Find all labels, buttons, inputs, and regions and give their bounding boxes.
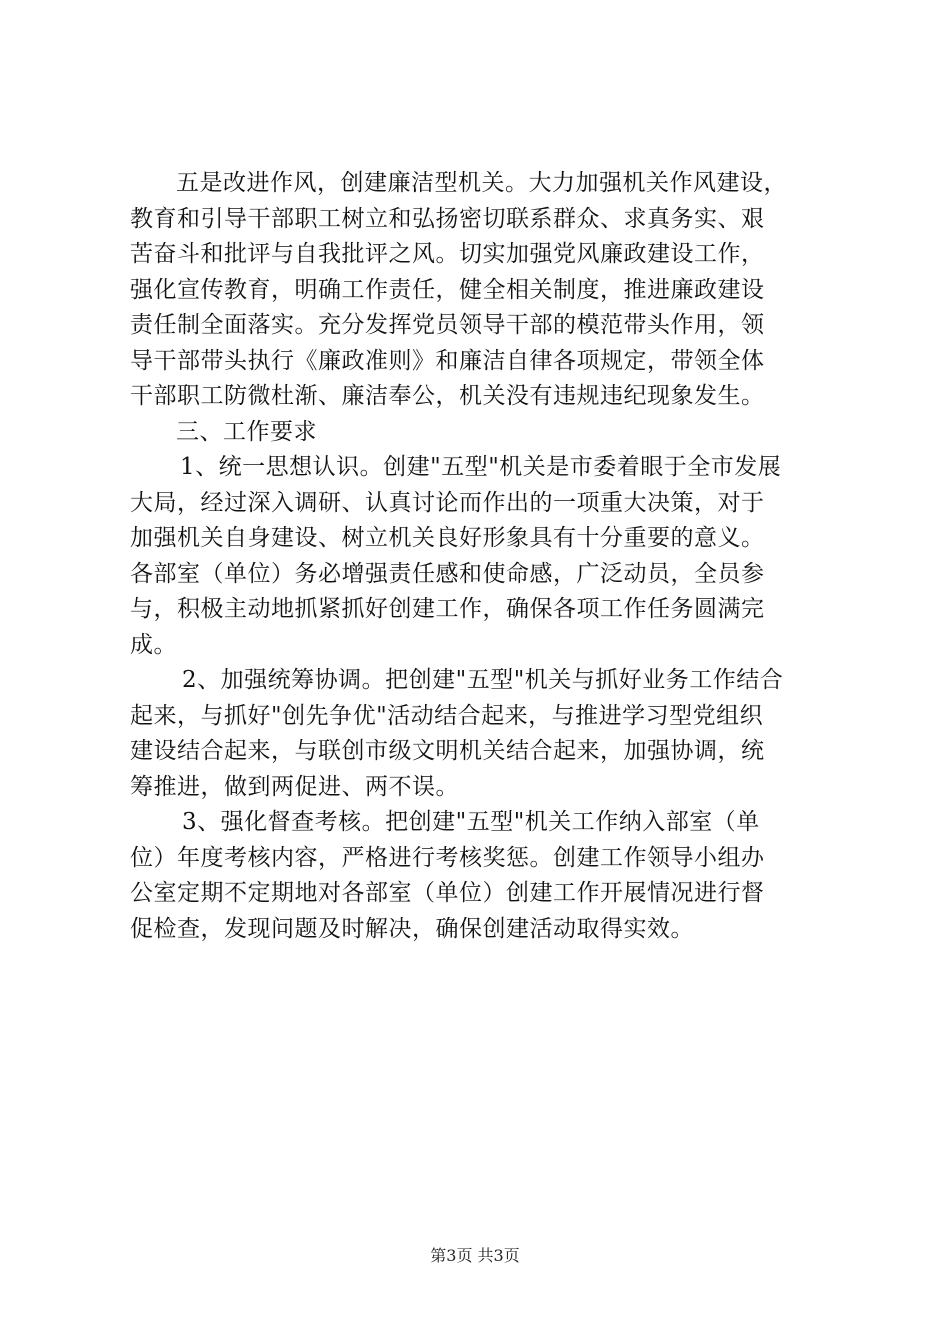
paragraph-requirement-1 — [130, 450, 830, 663]
section-heading-work-requirements — [130, 415, 830, 451]
paragraph-improve-style — [130, 166, 830, 415]
heading-line: 三、工作要求 — [176, 418, 317, 445]
text-line: 2、加强统筹协调。把创建"五型"机关与抓好业务工作结合 — [182, 667, 784, 693]
text-line: 公室定期不定期地对各部室（单位）创建工作开展情况进行督 — [130, 880, 765, 906]
text-line: 苦奋斗和批评与自我批评之风。切实加强党风廉政建设工作， — [130, 241, 765, 267]
text-line: 位）年度考核内容，严格进行考核奖惩。创建工作领导小组办 — [130, 844, 765, 871]
text-line: 筹推进，做到两促进、两不误。 — [130, 773, 459, 800]
paragraph-requirement-2 — [130, 663, 830, 805]
text-line: 大局，经过深入调研、认真讨论而作出的一项重大决策，对于 — [130, 489, 765, 516]
text-line: 3、强化督查考核。把创建"五型"机关工作纳入部室（单 — [182, 809, 760, 835]
text-line: 教育和引导干部职工树立和弘扬密切联系群众、求真务实、艰 — [130, 205, 765, 232]
text-line: 加强机关自身建设、树立机关良好形象具有十分重要的意义。 — [130, 525, 765, 551]
document-body — [130, 166, 830, 947]
text-line: 起来，与抓好"创先争优"活动结合起来，与推进学习型党组织 — [130, 702, 764, 729]
text-line: 1、统一思想认识。创建"五型"机关是市委着眼于全市发展 — [180, 454, 782, 480]
text-line: 导干部带头执行《廉政准则》和廉洁自律各项规定，带领全体 — [130, 347, 765, 374]
text-line: 与，积极主动地抓紧抓好创建工作，确保各项工作任务圆满完 — [130, 596, 765, 622]
text-line: 强化宣传教育，明确工作责任，健全相关制度，推进廉政建设 — [130, 276, 765, 303]
text-line: 干部职工防微杜渐、廉洁奉公，机关没有违规违纪现象发生。 — [130, 383, 765, 409]
page-number-footer: 第3页 共3页 — [430, 1246, 520, 1265]
text-line: 责任制全面落实。充分发挥党员领导干部的模范带头作用，领 — [130, 312, 765, 338]
text-line: 促检查，发现问题及时解决，确保创建活动取得实效。 — [130, 915, 694, 942]
paragraph-requirement-3 — [130, 805, 830, 947]
text-line: 五是改进作风，创建廉洁型机关。大力加强机关作风建设， — [176, 170, 787, 196]
text-line: 各部室（单位）务必增强责任感和使命感，广泛动员，全员参 — [130, 560, 765, 587]
text-line: 建设结合起来，与联创市级文明机关结合起来，加强协调，统 — [130, 738, 765, 764]
text-line: 成。 — [130, 631, 177, 658]
